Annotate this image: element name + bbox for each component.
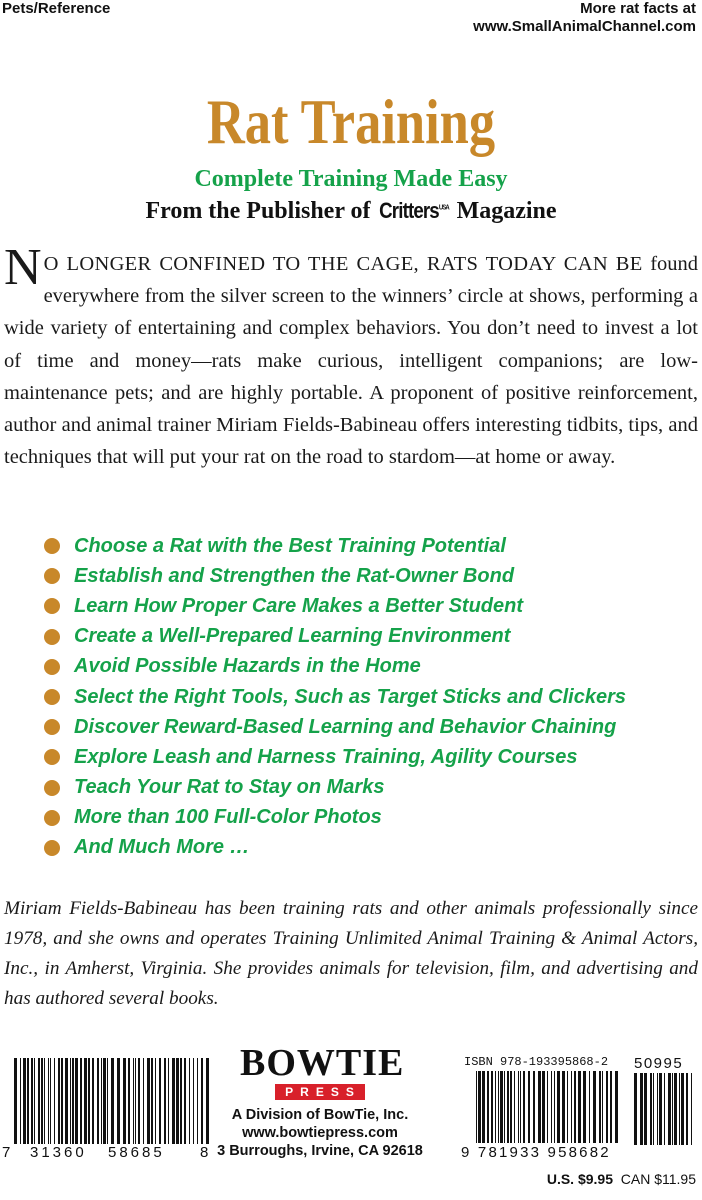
barcode-bar: [514, 1071, 515, 1143]
feature-list: [44, 531, 684, 863]
barcode-bar: [72, 1058, 74, 1144]
barcode-bar: [128, 1058, 130, 1144]
list-item: Select the Right Tools, Such as Target Sticks and Clickers: [44, 682, 684, 712]
barcode-bar: [123, 1058, 126, 1144]
bullet-dot-icon: [44, 810, 60, 826]
upc-digits-left: 31360: [30, 1144, 87, 1161]
description-lead: O LONGER CONFINED TO THE CAGE, RATS TODAY CAN BE: [43, 253, 643, 275]
barcode-bar: [168, 1058, 169, 1144]
barcode-bar: [107, 1058, 108, 1144]
bullet-dot-icon: [44, 689, 60, 705]
barcode-bar: [84, 1058, 87, 1144]
barcode-bar: [562, 1071, 565, 1143]
barcode-bar: [58, 1058, 60, 1144]
barcode-bar: [686, 1073, 688, 1145]
barcode-bar: [80, 1058, 82, 1144]
barcode-bar: [487, 1071, 489, 1143]
barcode-bar: [31, 1058, 33, 1144]
barcode-bar: [151, 1058, 153, 1144]
barcode-bar: [88, 1058, 90, 1144]
barcode-bar: [610, 1071, 612, 1143]
publisher-address: 3 Burroughs, Irvine, CA 92618: [217, 1143, 423, 1159]
barcode-bar: [75, 1058, 78, 1144]
barcode-bar: [504, 1071, 505, 1143]
barcode-bar: [197, 1058, 198, 1144]
upc-digits-right: 58685: [108, 1144, 165, 1161]
barcode-bar: [510, 1071, 512, 1143]
barcode-bar: [159, 1058, 161, 1144]
barcode-bar: [640, 1073, 643, 1145]
barcode-bar: [147, 1058, 150, 1144]
barcode-bar: [155, 1058, 156, 1144]
barcode-bar: [164, 1058, 166, 1144]
barcode-bar: [143, 1058, 144, 1144]
barcode-bar: [557, 1071, 560, 1143]
barcode-bar: [659, 1073, 662, 1145]
bullet-dot-icon: [44, 629, 60, 645]
more-facts-line1: More rat facts at: [580, 0, 696, 17]
barcode-bar: [571, 1071, 572, 1143]
publisher-suffix: Magazine: [456, 198, 557, 224]
barcode-bar: [518, 1071, 519, 1143]
bullet-dot-icon: [44, 840, 60, 856]
list-item: Establish and Strengthen the Rat-Owner Bond: [44, 561, 684, 591]
barcode-bar: [41, 1058, 43, 1144]
barcode-bar: [533, 1071, 535, 1143]
barcode-bar: [672, 1073, 673, 1145]
list-item: Learn How Proper Care Makes a Better Student: [44, 591, 684, 621]
barcode-bar: [674, 1073, 677, 1145]
barcode-bar: [567, 1071, 568, 1143]
barcode-bar: [653, 1073, 654, 1145]
barcode-bar: [34, 1058, 35, 1144]
list-item: Teach Your Rat to Stay on Marks: [44, 773, 684, 803]
barcode-bar: [482, 1071, 485, 1143]
bowtie-press-logo: [240, 1042, 405, 1101]
barcode-bar: [664, 1073, 665, 1145]
barcode-bar: [478, 1071, 481, 1143]
barcode-bar: [23, 1058, 26, 1144]
addon-barcode: [632, 1073, 696, 1157]
barcode-bar: [507, 1071, 509, 1143]
bullet-dot-icon: [44, 568, 60, 584]
drop-cap: N: [4, 239, 42, 296]
list-item: More than 100 Full-Color Photos: [44, 803, 684, 833]
book-subtitle: Complete Training Made Easy: [194, 166, 508, 192]
barcode-bar: [578, 1071, 581, 1143]
addon-digits: 50995: [634, 1055, 684, 1072]
critters-magazine-logo: Critters$^{USA}$: [378, 198, 449, 223]
barcode-bar: [184, 1058, 186, 1144]
barcode-bar: [528, 1071, 530, 1143]
barcode-bar: [500, 1071, 503, 1143]
press-bar: PRESS: [275, 1084, 365, 1100]
isbn-digits: 9 781933 958682: [461, 1144, 611, 1161]
upc-digit-first: 7: [2, 1144, 11, 1161]
barcode-bar: [583, 1071, 586, 1143]
bullet-dot-icon: [44, 719, 60, 735]
barcode-bar: [61, 1058, 63, 1144]
publisher-info: [200, 1106, 440, 1160]
list-item: Create a Well-Prepared Learning Environment: [44, 622, 684, 652]
bullet-dot-icon: [44, 659, 60, 675]
more-facts-url: www.SmallAnimalChannel.com: [473, 18, 696, 35]
isbn-label: ISBN 978-193395868-2: [464, 1055, 609, 1069]
barcode-bar: [103, 1058, 106, 1144]
barcode-bar: [138, 1058, 140, 1144]
list-item: Avoid Possible Hazards in the Home: [44, 652, 684, 682]
barcode-bar: [679, 1073, 680, 1145]
barcode-bar: [97, 1058, 99, 1144]
barcode-bar: [657, 1073, 658, 1145]
bullet-dot-icon: [44, 538, 60, 554]
author-bio: Miriam Fields-Babineau has been training rats and other animals professionally since 1978, and she owns and operates Training Unlimited Animal Training & Animal Actors, Inc., in Amherst, Virginia. She provides animals for television, film, and advertising and has authored several books.: [4, 898, 698, 1009]
barcode-bar: [650, 1073, 652, 1145]
upc-digit-last: 8: [200, 1144, 209, 1161]
barcode-bar: [593, 1071, 596, 1143]
barcode-bar: [65, 1058, 68, 1144]
price-line: [547, 1171, 696, 1187]
barcode-bar: [681, 1073, 684, 1145]
list-item: Discover Reward-Based Learning and Behavior Chaining: [44, 712, 684, 742]
barcode-bar: [193, 1058, 194, 1144]
category-label: Pets/Reference: [2, 0, 111, 17]
barcode-bar: [538, 1071, 541, 1143]
bowtie-wordmark: BOWTIE: [240, 1042, 405, 1084]
barcode-bar: [644, 1073, 647, 1145]
barcode-bar: [551, 1071, 552, 1143]
more-facts-text: [473, 0, 696, 36]
barcode-bar: [615, 1071, 618, 1143]
barcode-bar: [101, 1058, 102, 1144]
barcode-bar: [599, 1071, 601, 1143]
barcode-bar: [602, 1071, 603, 1143]
bullet-dot-icon: [44, 598, 60, 614]
barcode-bar: [54, 1058, 55, 1144]
barcode-bar: [498, 1071, 499, 1143]
us-price: U.S. $9.95: [546, 1171, 613, 1187]
barcode-bar: [491, 1071, 493, 1143]
barcode-bar: [668, 1073, 671, 1145]
barcode-bar: [117, 1058, 120, 1144]
can-price: CAN $11.95: [620, 1171, 696, 1187]
barcode-bar: [520, 1071, 521, 1143]
barcode-bar: [180, 1058, 182, 1144]
publisher-prefix: From the Publisher of: [145, 198, 371, 224]
division-line: A Division of BowTie, Inc.: [231, 1107, 409, 1123]
barcode-bar: [20, 1058, 21, 1144]
barcode-bar: [691, 1073, 692, 1145]
barcode-bar: [48, 1058, 49, 1144]
barcode-bar: [111, 1058, 114, 1144]
list-item: And Much More …: [44, 833, 684, 863]
barcode-bar: [176, 1058, 179, 1144]
barcode-bar: [574, 1071, 576, 1143]
barcode-bar: [523, 1071, 525, 1143]
barcode-bar: [92, 1058, 94, 1144]
barcode-bar: [27, 1058, 29, 1144]
barcode-bar: [189, 1058, 190, 1144]
barcode-bar: [606, 1071, 608, 1143]
description-paragraph: [4, 239, 699, 473]
barcode-bar: [547, 1071, 548, 1143]
book-title: Rat Training: [206, 86, 496, 157]
barcode-bar: [135, 1058, 136, 1144]
publisher-url: www.bowtiepress.com: [242, 1125, 398, 1141]
barcode-bar: [70, 1058, 71, 1144]
list-item: Explore Leash and Harness Training, Agility Courses: [44, 742, 684, 772]
barcode-bar: [50, 1058, 51, 1144]
list-item: Choose a Rat with the Best Training Potential: [44, 531, 684, 561]
barcode-bar: [634, 1073, 637, 1145]
barcode-bar: [38, 1058, 40, 1144]
bullet-dot-icon: [44, 749, 60, 765]
barcode-bar: [495, 1071, 496, 1143]
barcode-bar: [14, 1058, 17, 1144]
barcode-bar: [172, 1058, 175, 1144]
barcode-bar: [44, 1058, 45, 1144]
barcode-bar: [133, 1058, 134, 1144]
bullet-dot-icon: [44, 780, 60, 796]
barcode-bar: [476, 1071, 477, 1143]
barcode-bar: [542, 1071, 545, 1143]
barcode-bar: [589, 1071, 590, 1143]
barcode-bar: [554, 1071, 555, 1143]
description-body: found everywhere from the silver screen to the winners’ circle at shows, performing a wide variety of entertaining and complex behaviors. You don’t need to invest a lot of time and money—rats make curious, intelligent companions; are low-maintenance pets; and are highly portable. A proponent of positive reinforcement, author and animal trainer Miriam Fields-Babineau offers interesting tidbits, tips, and techniques that will put your rat on the road to stardom—at home or away.: [4, 253, 699, 469]
publisher-line: [0, 198, 702, 225]
